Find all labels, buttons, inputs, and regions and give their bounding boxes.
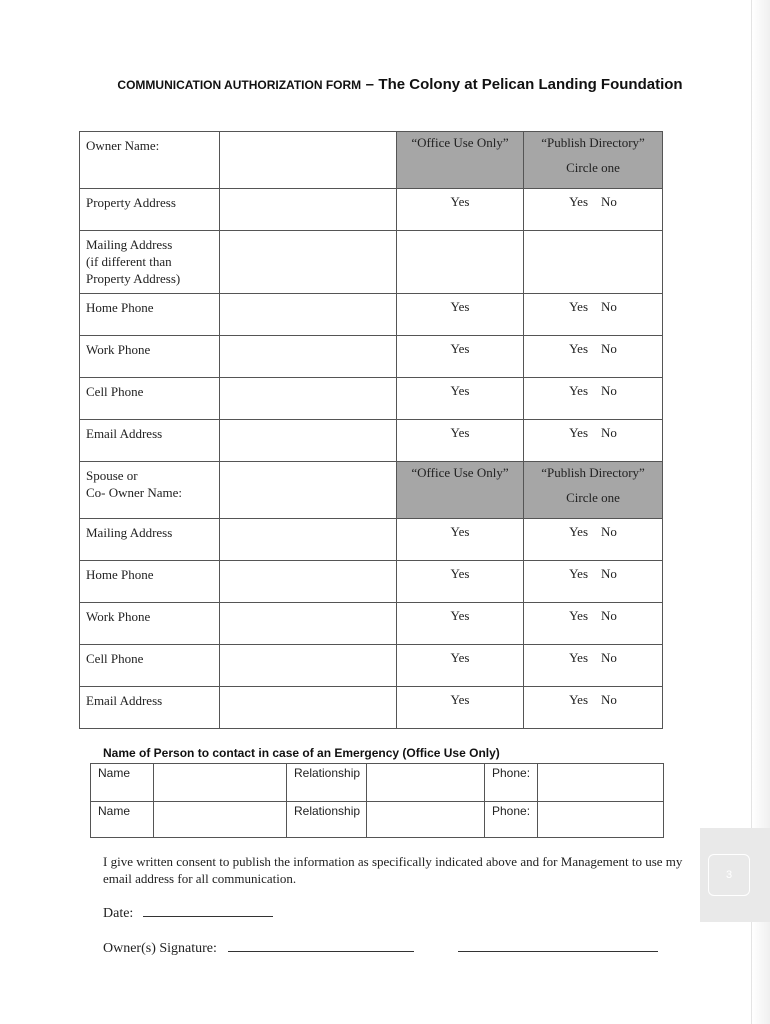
table-row <box>80 420 663 462</box>
phone-field[interactable] <box>538 802 664 838</box>
publish-yes[interactable]: Yes <box>569 566 589 581</box>
publish-choice[interactable] <box>524 603 663 645</box>
office-use-header: “Office Use Only” <box>397 462 524 519</box>
field-label: Work Phone <box>80 336 220 378</box>
table-row <box>80 189 663 231</box>
table-row <box>80 645 663 687</box>
spouse-work-phone-field[interactable] <box>220 603 397 645</box>
relationship-field[interactable] <box>367 802 485 838</box>
spouse-label-line1: Spouse or <box>86 468 138 483</box>
office-yes[interactable]: Yes <box>397 336 524 378</box>
field-label: Property Address <box>80 189 220 231</box>
relationship-field[interactable] <box>367 764 485 802</box>
table-row <box>80 603 663 645</box>
office-yes[interactable]: Yes <box>397 687 524 729</box>
office-yes[interactable]: Yes <box>397 294 524 336</box>
spouse-email-address-field[interactable] <box>220 687 397 729</box>
publish-directory-header <box>524 132 663 189</box>
office-yes[interactable]: Yes <box>397 378 524 420</box>
table-row <box>80 519 663 561</box>
publish-no[interactable]: No <box>601 566 617 581</box>
emergency-contact-table <box>90 763 664 838</box>
publish-choice[interactable] <box>524 336 663 378</box>
field-label: Mailing Address (if different than Property Address) <box>80 231 220 294</box>
spouse-mailing-address-field[interactable] <box>220 519 397 561</box>
publish-choice[interactable] <box>524 378 663 420</box>
table-row <box>91 764 664 802</box>
circle-one-label: Circle one <box>566 160 620 175</box>
field-label: Cell Phone <box>80 378 220 420</box>
office-yes[interactable]: Yes <box>397 561 524 603</box>
page-number: 3 <box>708 854 750 896</box>
publish-no[interactable]: No <box>601 692 617 707</box>
field-label: Email Address <box>80 687 220 729</box>
publish-yes[interactable]: Yes <box>569 383 589 398</box>
publish-choice[interactable] <box>524 294 663 336</box>
publish-no[interactable]: No <box>601 608 617 623</box>
publish-yes[interactable]: Yes <box>569 299 589 314</box>
publish-yes[interactable]: Yes <box>569 194 589 209</box>
publish-yes[interactable]: Yes <box>569 341 589 356</box>
email-address-field[interactable] <box>220 420 397 462</box>
publish-choice[interactable] <box>524 645 663 687</box>
publish-choice[interactable] <box>524 189 663 231</box>
publish-no[interactable]: No <box>601 524 617 539</box>
office-yes[interactable]: Yes <box>397 189 524 231</box>
property-address-field[interactable] <box>220 189 397 231</box>
owner-name-field[interactable] <box>220 132 397 189</box>
phone-field[interactable] <box>538 764 664 802</box>
publish-choice[interactable] <box>524 420 663 462</box>
circle-one-label: Circle one <box>566 490 620 505</box>
field-label: Work Phone <box>80 603 220 645</box>
field-label: Mailing Address <box>80 519 220 561</box>
emergency-name-field[interactable] <box>154 802 287 838</box>
table-row <box>80 231 663 294</box>
work-phone-field[interactable] <box>220 336 397 378</box>
publish-choice[interactable] <box>524 519 663 561</box>
publish-yes[interactable]: Yes <box>569 692 589 707</box>
spouse-name-field[interactable] <box>220 462 397 519</box>
table-row <box>80 336 663 378</box>
spouse-label-line2: Co- Owner Name: <box>86 485 183 500</box>
relationship-label: Relationship <box>287 802 367 838</box>
publish-choice[interactable] <box>524 687 663 729</box>
publish-yes[interactable]: Yes <box>569 608 589 623</box>
organization-name: The Colony at Pelican Landing Foundation <box>378 76 683 93</box>
publish-no[interactable]: No <box>601 425 617 440</box>
publish-yes[interactable]: Yes <box>569 524 589 539</box>
cell-phone-field[interactable] <box>220 378 397 420</box>
form-title <box>0 76 770 94</box>
publish-choice[interactable] <box>524 561 663 603</box>
name-label: Name <box>91 802 154 838</box>
phone-label: Phone: <box>485 764 538 802</box>
publish-directory-header <box>524 462 663 519</box>
spouse-name-label <box>80 462 220 519</box>
signature-label: Owner(s) Signature: <box>103 941 217 956</box>
publish-cell <box>524 231 663 294</box>
consent-statement: I give written consent to publish the information as specifically indicated above and for Management to use my email address for all communication. <box>103 854 683 886</box>
home-phone-field[interactable] <box>220 294 397 336</box>
field-label: Email Address <box>80 420 220 462</box>
mailing-address-field[interactable] <box>220 231 397 294</box>
publish-directory-label: “Publish Directory” <box>541 465 645 480</box>
table-row <box>80 294 663 336</box>
title-dash: – <box>365 76 374 93</box>
spouse-name-row <box>80 462 663 519</box>
relationship-label: Relationship <box>287 764 367 802</box>
date-label: Date: <box>103 906 134 921</box>
spouse-cell-phone-field[interactable] <box>220 645 397 687</box>
office-yes[interactable]: Yes <box>397 519 524 561</box>
authorization-table <box>79 131 663 729</box>
owner-name-label: Owner Name: <box>80 132 220 189</box>
office-yes[interactable]: Yes <box>397 603 524 645</box>
office-cell <box>397 231 524 294</box>
table-row <box>80 561 663 603</box>
publish-directory-label: “Publish Directory” <box>541 135 645 150</box>
office-yes[interactable]: Yes <box>397 420 524 462</box>
phone-label: Phone: <box>485 802 538 838</box>
office-use-header: “Office Use Only” <box>397 132 524 189</box>
owner-name-row <box>80 132 663 189</box>
signature-line <box>103 939 658 957</box>
owner-signature-field[interactable] <box>228 939 414 952</box>
field-label: Cell Phone <box>80 645 220 687</box>
publish-no[interactable]: No <box>601 194 617 209</box>
co-owner-signature-field[interactable] <box>458 939 658 952</box>
emergency-contact-title: Name of Person to contact in case of an Emergency (Office Use Only) <box>103 746 500 760</box>
date-line <box>103 904 273 922</box>
table-row <box>91 802 664 838</box>
name-label: Name <box>91 764 154 802</box>
publish-yes[interactable]: Yes <box>569 425 589 440</box>
field-label: Home Phone <box>80 561 220 603</box>
date-field[interactable] <box>143 904 273 917</box>
publish-no[interactable]: No <box>601 341 617 356</box>
spouse-home-phone-field[interactable] <box>220 561 397 603</box>
office-yes[interactable]: Yes <box>397 645 524 687</box>
publish-no[interactable]: No <box>601 299 617 314</box>
publish-no[interactable]: No <box>601 650 617 665</box>
form-name: COMMUNICATION AUTHORIZATION FORM <box>117 78 362 92</box>
field-label: Home Phone <box>80 294 220 336</box>
table-row <box>80 378 663 420</box>
emergency-name-field[interactable] <box>154 764 287 802</box>
publish-yes[interactable]: Yes <box>569 650 589 665</box>
table-row <box>80 687 663 729</box>
publish-no[interactable]: No <box>601 383 617 398</box>
